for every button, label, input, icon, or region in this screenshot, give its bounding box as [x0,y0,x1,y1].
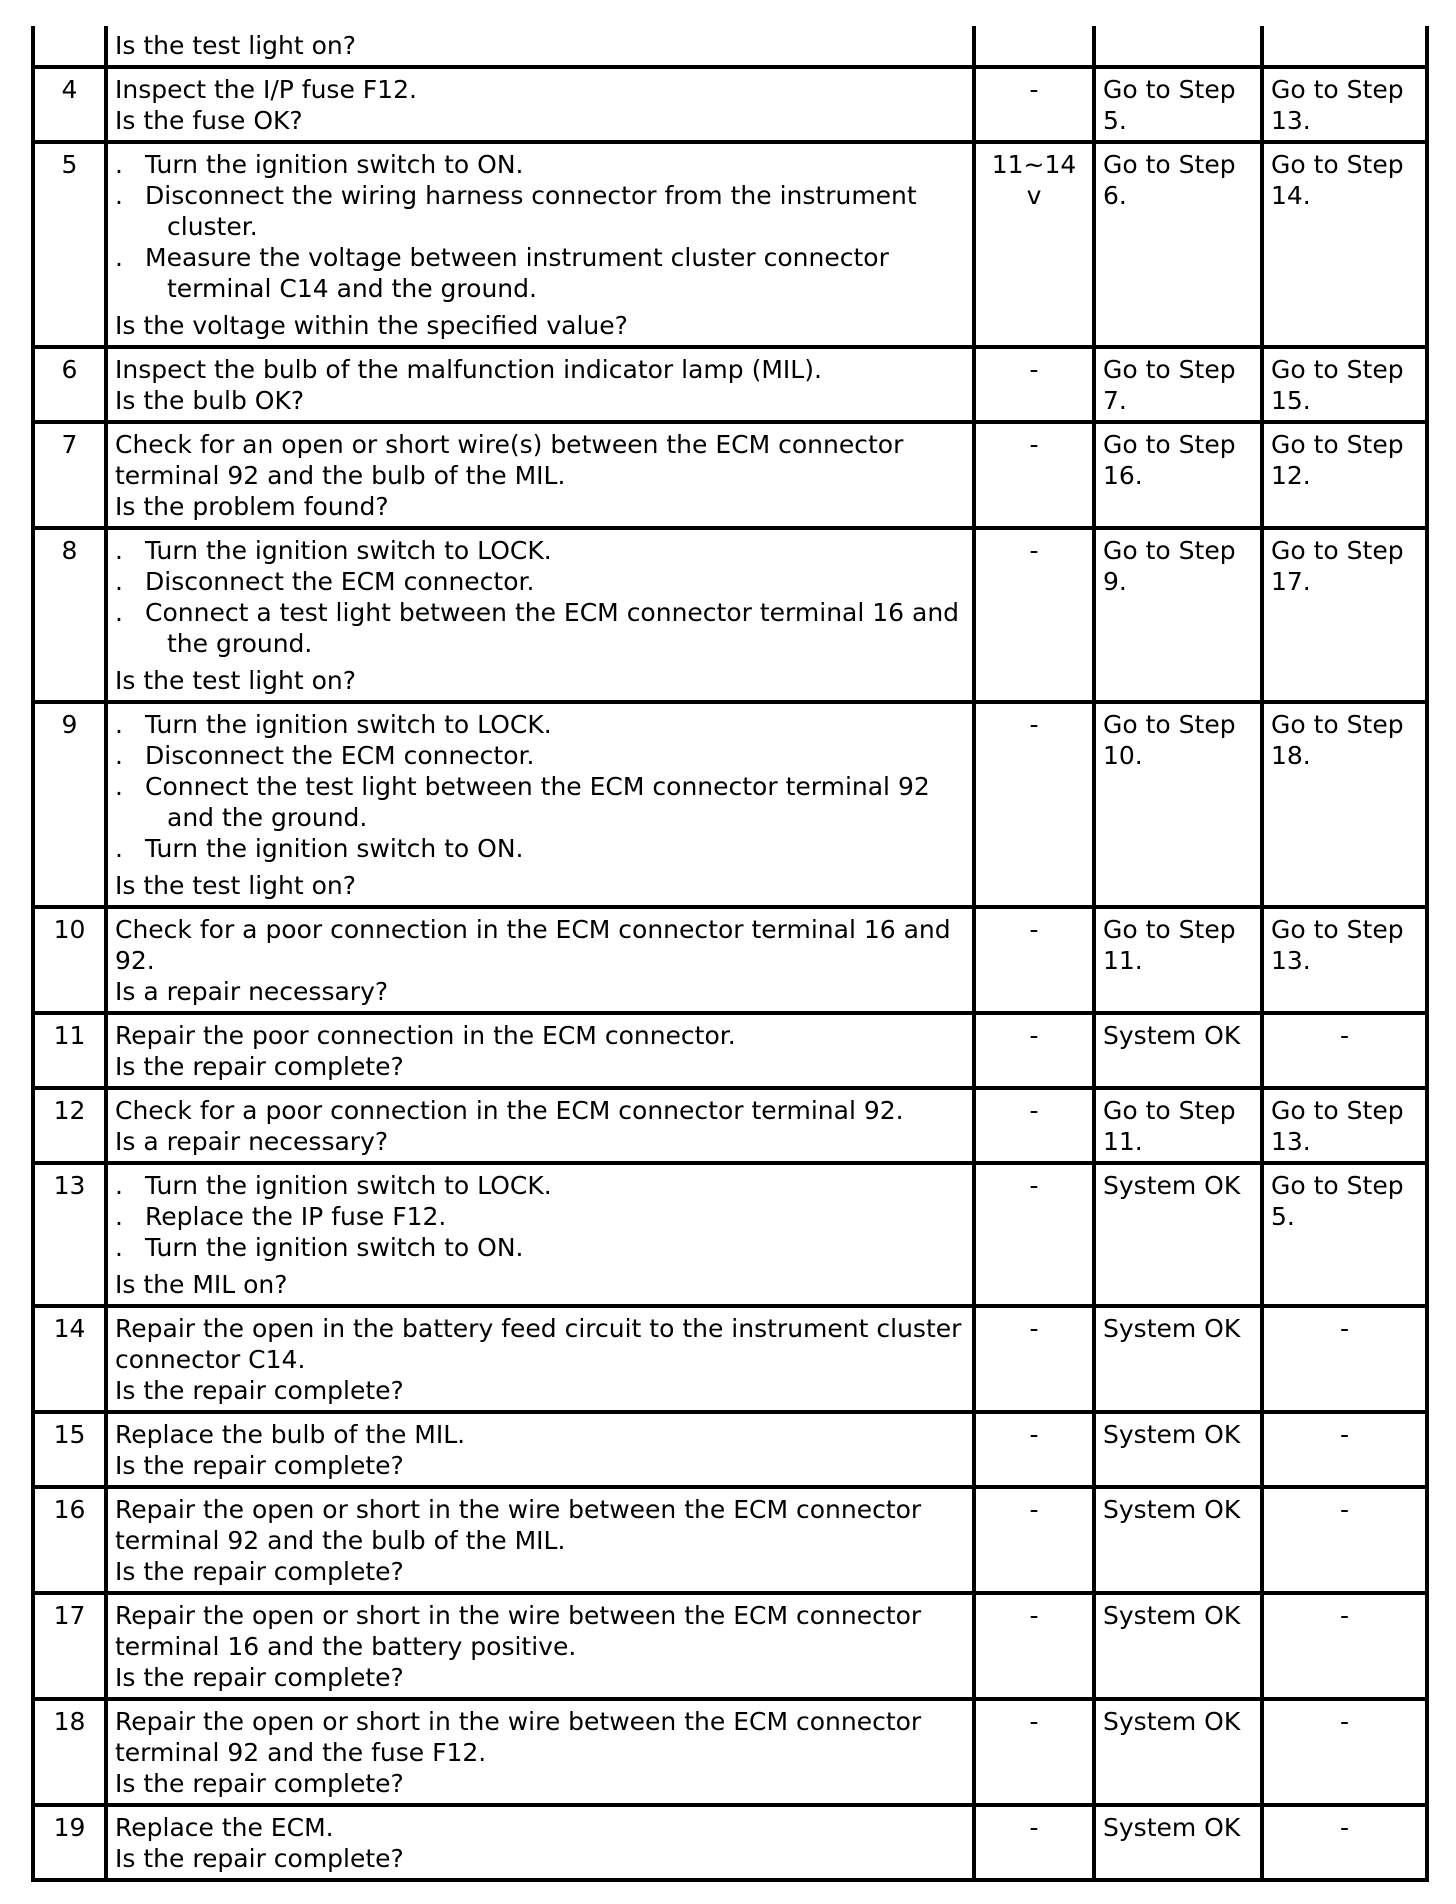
step-number: 14 [33,1306,106,1412]
action-question: Is the bulb OK? [115,386,305,415]
substep-text: Turn the ignition switch to LOCK. [145,536,552,565]
step-number: 7 [33,422,106,528]
action-text: Repair the open or short in the wire between the ECM connector terminal 92 and the fuse F12. [115,1707,922,1767]
substep-text: Replace the IP fuse F12. [145,1202,447,1231]
substep-text: Connect a test light between the ECM connector terminal 16 and the ground. [145,598,960,658]
action-question: Is the repair complete? [115,1052,404,1081]
bullet-marker: . [115,1202,123,1231]
spec-value: - [974,702,1094,907]
substep-text: Disconnect the ECM connector. [145,741,535,770]
yes-result: Go to Step 16. [1094,422,1262,528]
substep-text: Turn the ignition switch to ON. [145,834,524,863]
yes-result: Go to Step 5. [1094,67,1262,142]
bullet-marker: . [115,772,123,801]
table-row [33,1013,1427,1088]
yes-result: System OK [1094,1306,1262,1412]
step-number: 8 [33,528,106,702]
spec-value: - [974,1593,1094,1699]
step-number: 5 [33,142,106,347]
bullet-marker: . [115,741,123,770]
yes-result: Go to Step 7. [1094,347,1262,422]
bullet-marker: . [115,567,123,596]
table-row [33,142,1427,347]
step-number [33,26,106,67]
table-row [33,528,1427,702]
action-question: Is a repair necessary? [115,1127,389,1156]
spec-value: - [974,1412,1094,1487]
action-text: Repair the open in the battery feed circuit to the instrument cluster connector C14. [115,1314,962,1374]
action-substep [115,771,965,833]
step-action [106,907,974,1013]
step-action [106,1805,974,1880]
action-question: Is the repair complete? [115,1451,404,1480]
table-row [33,1699,1427,1805]
action-question: Is the MIL on? [115,1270,288,1299]
step-number: 4 [33,67,106,142]
action-substep [115,1170,965,1201]
spec-value: - [974,1306,1094,1412]
action-text: Check for a poor connection in the ECM connector terminal 16 and 92. [115,915,951,975]
action-substep [115,597,965,659]
substep-text: Turn the ignition switch to ON. [145,150,524,179]
step-number: 15 [33,1412,106,1487]
step-number: 12 [33,1088,106,1163]
step-action [106,1412,974,1487]
diagnostic-table [31,26,1429,1882]
step-number: 18 [33,1699,106,1805]
bullet-marker: . [115,710,123,739]
table-row [33,1163,1427,1306]
spec-value: - [974,1805,1094,1880]
action-text: Is the test light on? [115,31,357,60]
no-result: Go to Step 13. [1262,907,1427,1013]
yes-result: System OK [1094,1412,1262,1487]
yes-result: System OK [1094,1699,1262,1805]
action-substep [115,740,965,771]
no-result: Go to Step 13. [1262,67,1427,142]
bullet-marker: . [115,181,123,210]
step-action [106,422,974,528]
action-substep [115,833,965,864]
no-result: - [1262,1593,1427,1699]
action-substep [115,180,965,242]
step-action [106,67,974,142]
action-question: Is the repair complete? [115,1844,404,1873]
no-result: - [1262,1805,1427,1880]
step-number: 6 [33,347,106,422]
action-text: Inspect the bulb of the malfunction indicator lamp (MIL). [115,355,822,384]
substep-text: Turn the ignition switch to LOCK. [145,1171,552,1200]
yes-result: Go to Step 10. [1094,702,1262,907]
no-result: - [1262,1699,1427,1805]
no-result: Go to Step 5. [1262,1163,1427,1306]
action-text: Replace the bulb of the MIL. [115,1420,466,1449]
no-result: Go to Step 13. [1262,1088,1427,1163]
action-question: Is the repair complete? [115,1557,404,1586]
table-row [33,702,1427,907]
yes-result: System OK [1094,1487,1262,1593]
yes-result: Go to Step 11. [1094,907,1262,1013]
bullet-marker: . [115,1233,123,1262]
no-result: Go to Step 14. [1262,142,1427,347]
table-row [33,1306,1427,1412]
yes-result: System OK [1094,1013,1262,1088]
step-action [106,1593,974,1699]
spec-value: 11~14 v [974,142,1094,347]
no-result: Go to Step 12. [1262,422,1427,528]
table-row [33,907,1427,1013]
substep-text: Disconnect the wiring harness connector from the instrument cluster. [145,181,917,241]
no-result: - [1262,1412,1427,1487]
diagnostic-table-body [33,26,1427,1880]
spec-value: - [974,1699,1094,1805]
spec-value: - [974,1088,1094,1163]
action-question: Is the test light on? [115,871,357,900]
step-action [106,1088,974,1163]
table-row [33,1487,1427,1593]
spec-value: - [974,1487,1094,1593]
action-text: Repair the open or short in the wire between the ECM connector terminal 16 and the battery positive. [115,1601,922,1661]
action-substep [115,535,965,566]
bullet-marker: . [115,150,123,179]
step-number: 11 [33,1013,106,1088]
spec-value: - [974,422,1094,528]
action-substep [115,566,965,597]
table-row [33,1412,1427,1487]
substep-text: Turn the ignition switch to ON. [145,1233,524,1262]
action-substep [115,1201,965,1232]
spec-value: - [974,528,1094,702]
table-row [33,347,1427,422]
step-action [106,528,974,702]
step-number: 19 [33,1805,106,1880]
substep-text: Connect the test light between the ECM connector terminal 92 and the ground. [145,772,930,832]
action-substep [115,149,965,180]
spec-value: - [974,907,1094,1013]
yes-result: System OK [1094,1805,1262,1880]
no-result: - [1262,1487,1427,1593]
action-question: Is the repair complete? [115,1663,404,1692]
step-number: 17 [33,1593,106,1699]
no-result: Go to Step 17. [1262,528,1427,702]
action-question: Is a repair necessary? [115,977,389,1006]
no-result: Go to Step 15. [1262,347,1427,422]
no-result [1262,26,1427,67]
action-substep [115,1232,965,1263]
action-question: Is the fuse OK? [115,106,303,135]
action-text: Check for an open or short wire(s) between the ECM connector terminal 92 and the bulb of the MIL. [115,430,904,490]
table-row [33,26,1427,67]
action-text: Repair the poor connection in the ECM connector. [115,1021,736,1050]
no-result: - [1262,1306,1427,1412]
table-row [33,422,1427,528]
spec-value: - [974,347,1094,422]
step-action [106,1487,974,1593]
no-result: - [1262,1013,1427,1088]
substep-text: Measure the voltage between instrument cluster connector terminal C14 and the ground. [145,243,889,303]
bullet-marker: . [115,1171,123,1200]
substep-text: Disconnect the ECM connector. [145,567,535,596]
step-action [106,1013,974,1088]
action-text: Check for a poor connection in the ECM connector terminal 92. [115,1096,904,1125]
action-question: Is the repair complete? [115,1769,404,1798]
bullet-marker: . [115,834,123,863]
spec-value: - [974,1013,1094,1088]
bullet-marker: . [115,243,123,272]
table-row [33,1593,1427,1699]
action-text: Repair the open or short in the wire between the ECM connector terminal 92 and the bulb of the MIL. [115,1495,922,1555]
substep-text: Turn the ignition switch to LOCK. [145,710,552,739]
no-result: Go to Step 18. [1262,702,1427,907]
action-text: Inspect the I/P fuse F12. [115,75,417,104]
spec-value [974,26,1094,67]
step-number: 10 [33,907,106,1013]
step-action [106,142,974,347]
step-action [106,1699,974,1805]
spec-value: - [974,1163,1094,1306]
action-substep [115,242,965,304]
table-row [33,1088,1427,1163]
step-number: 13 [33,1163,106,1306]
step-action [106,702,974,907]
action-question: Is the test light on? [115,666,357,695]
yes-result: System OK [1094,1593,1262,1699]
yes-result: Go to Step 6. [1094,142,1262,347]
yes-result [1094,26,1262,67]
step-number: 9 [33,702,106,907]
action-text: Replace the ECM. [115,1813,334,1842]
step-action [106,1306,974,1412]
table-row [33,67,1427,142]
step-action [106,347,974,422]
spec-value: - [974,67,1094,142]
action-question: Is the problem found? [115,492,389,521]
action-question: Is the repair complete? [115,1376,404,1405]
action-substep [115,709,965,740]
step-action [106,1163,974,1306]
yes-result: System OK [1094,1163,1262,1306]
bullet-marker: . [115,598,123,627]
table-row [33,1805,1427,1880]
step-number: 16 [33,1487,106,1593]
action-question: Is the voltage within the specified value? [115,311,628,340]
yes-result: Go to Step 11. [1094,1088,1262,1163]
bullet-marker: . [115,536,123,565]
step-action [106,26,974,67]
yes-result: Go to Step 9. [1094,528,1262,702]
